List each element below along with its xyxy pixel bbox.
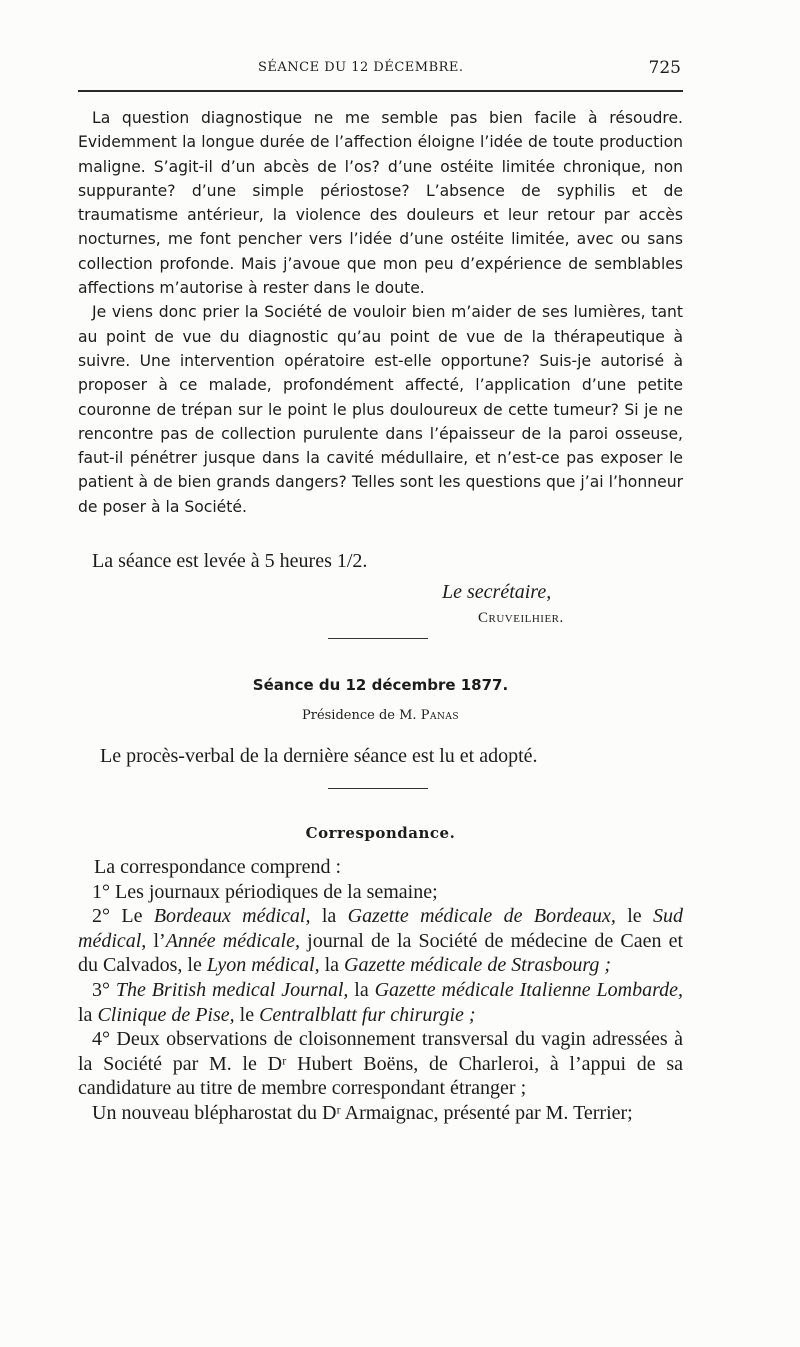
presidence-line xyxy=(78,708,683,723)
section-divider-2 xyxy=(328,788,428,789)
header-rule xyxy=(78,90,683,92)
secretary-role: Le secrétaire, xyxy=(442,581,552,603)
closing-text: La séance est levée à 5 heures 1/2. xyxy=(92,550,368,572)
paragraph-request: Je viens donc prier la Société de vouloir bien m’aider de ses lumières, tant au point de vue du diagnostic qu’au point de vue de la thérapeutique à suivre. Une intervention opératoire est-elle opportune? Suis-je autorisé à proposer à ce malade, profondément affecté, l’application d’une petite couronne de trépan sur le point le plus douloureux de cette tumeur? Si je ne rencontre pas de collection purulente dans l’épaisseur de la paroi osseuse, faut-il pénétrer jusque dans la cavité médullaire, et n’est-ce pas exposer le patient à de bien grands dangers? Telles sont les questions que j’ai l’honneur de poser à la Société. xyxy=(78,303,683,516)
seance-title: Séance du 12 décembre 1877. xyxy=(252,676,509,694)
paragraph-diagnostic: La question diagnostique ne me semble pas bien facile à résoudre. Evidemment la longue durée de l’affection éloigne l’idée de toute production maligne. S’agit-il d’un abcès de l’os? d’une ostéite limitée chronique, non suppurante? d’une simple périostose? L’absence de syphilis et de traumatisme antérieur, la violence des douleurs et leur retour par accès nocturnes, me font pencher vers l’idée d’une ostéite limitée, avec ou sans collection profonde. Mais j’avoue que mon peu d’expérience de semblables affections m’autorise à rester dans le doute. xyxy=(78,109,683,298)
presidence-label: Présidence de M. xyxy=(301,708,417,723)
secretary-name: Cruveilhier. xyxy=(478,610,564,626)
running-title: SÉANCE DU 12 DÉCEMBRE. xyxy=(258,60,464,75)
running-header xyxy=(78,60,683,82)
page-number: 725 xyxy=(648,58,681,78)
correspondance-body xyxy=(78,855,683,1126)
proces-verbal: Le procès-verbal de la dernière séance est lu et adopté. xyxy=(100,745,538,767)
correspondance-item-3: 3° The British medical Journal, la Gazette médicale Italienne Lombarde, la Clinique de Pise, le Centralblatt fur chirurgie ; xyxy=(78,978,684,1026)
letter-text xyxy=(78,106,683,519)
correspondance-item-4: 4° Deux observations de cloisonnement transversal du vagin adressées à la Société par M. le Dʳ Hubert Boëns, de Charleroi, à l’appui de sa candidature au titre de membre correspondant étranger ; xyxy=(78,1028,683,1100)
correspondance-item-5: Un nouveau blépharostat du Dʳ Armaignac, présenté par M. Terrier; xyxy=(92,1101,633,1124)
correspondance-item-2: 2° Le Bordeaux médical, la Gazette médicale de Bordeaux, le Sud médical, l’Année médicale, journal de la Société de médecine de Caen et du Calvados, le Lyon médical, la Gazette médicale de Strasbourg ; xyxy=(78,905,684,977)
closing-block xyxy=(78,548,683,574)
correspondance-title: Correspondance. xyxy=(305,824,456,842)
section-divider xyxy=(328,638,428,639)
correspondance-intro: La correspondance comprend : xyxy=(94,856,342,878)
president-name: Panas xyxy=(420,708,459,723)
correspondance-item-1: 1° Les journaux périodiques de la semaine; xyxy=(92,880,438,903)
